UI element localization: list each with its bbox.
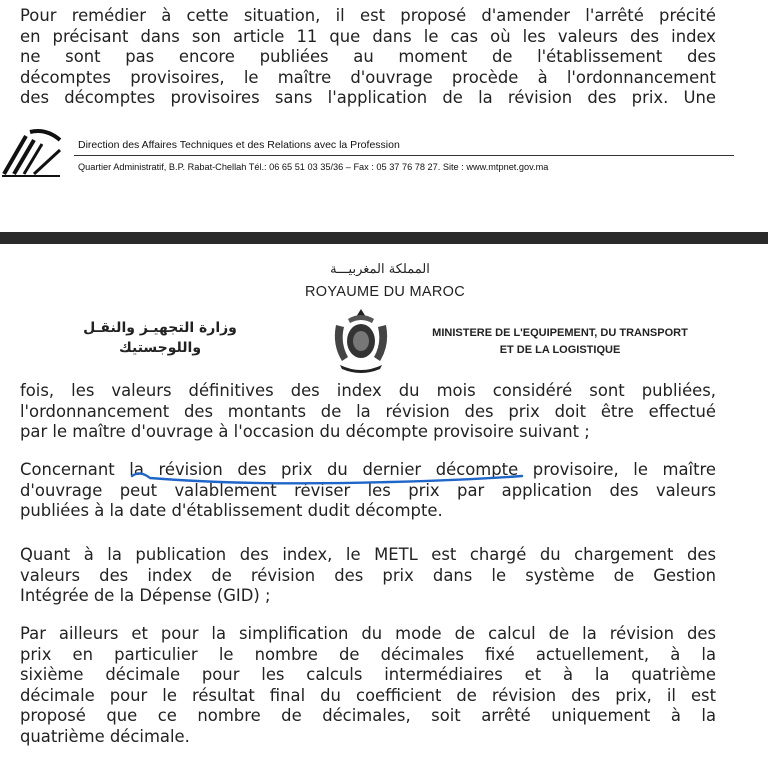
text-line: publiées à la date d'établissement dudit décompte. [20,501,443,520]
top-paragraph [20,6,716,109]
page-separator [0,232,768,244]
text-line: Pour remédier à cette situation, il est proposé d'amender l'arrêté précité [20,6,716,25]
text-line: décomptes provisoires, le maître d'ouvrage procède à l'ordonnancement [20,67,716,87]
footer-direction: Direction des Affaires Techniques et des Relations avec la Profession [78,139,400,151]
arabic-ministry-name [40,318,280,358]
text-line: quatrième décimale. [20,726,190,746]
text-line: fois, les valeurs définitives des index du mois considéré sont publiées, [20,381,716,400]
french-ministry-line: ET DE LA LOGISTIQUE [499,344,621,356]
coat-of-arms-icon [328,305,394,375]
text-line: Concernant la révision des prix du dernier décompte provisoire, le maître [20,460,716,479]
text-line: proposé que ce nombre de décimales, soit arrêté uniquement à la [20,706,716,725]
text-line: en précisant dans son article 11 que dans le cas où les valeurs des index [20,26,716,46]
text-line: ne sont pas encore publiées au moment de l'établissement des [20,47,716,66]
text-line: Par ailleurs et pour la simplification du mode de calcul de la révision des [20,624,716,643]
ministry-logo-icon [0,126,64,178]
text-line: l'ordonnancement des montants de la révision des prix doit être effectué [20,401,716,421]
pen-underline-mark [130,470,525,492]
french-ministry-line: MINISTERE DE L'EQUIPEMENT, DU TRANSPORT [432,327,688,339]
text-line: prix en particulier le nombre de décimales fixé actuellement, à la [20,644,716,664]
arabic-ministry-line: وزارة التجهيـز والنقـل [83,320,237,336]
kingdom-title: ROYAUME DU MAROC [304,284,465,300]
footer-address: Quartier Administratif, B.P. Rabat-Chellah Tél.: 06 65 51 03 35/36 – Fax : 05 37 76 78 27. Site : www.mtpnet.gov.ma [78,162,549,172]
text-line: d'ouvrage peut valablement réviser les prix par application des valeurs [20,480,716,500]
text-line: des décomptes provisoires sans l'application de la révision des prix. Une [20,88,716,107]
paragraph-3 [20,545,716,607]
text-line: par le maître d'ouvrage à l'occasion du décompte provisoire suivant ; [20,422,590,441]
arabic-kingdom-title: المملكة المغربيـــة [330,262,430,277]
text-line: Intégrée de la Dépense (GID) ; [20,586,271,605]
french-ministry-name [410,325,710,359]
arabic-ministry-line: واللوجستيك [118,340,202,356]
paragraph-4 [20,624,716,747]
footer-rule [74,155,734,156]
text-line: Quant à la publication des index, le METL est chargé du chargement des [20,545,716,564]
paragraph-1 [20,381,716,443]
text-line: sixième décimale pour les calculs intermédiaires et à la quatrième [20,665,716,684]
text-line: valeurs des index de révision des prix dans le système de Gestion [20,565,716,585]
text-line: décimale pour le résultat final du coefficient de révision des prix, il est [20,685,716,705]
